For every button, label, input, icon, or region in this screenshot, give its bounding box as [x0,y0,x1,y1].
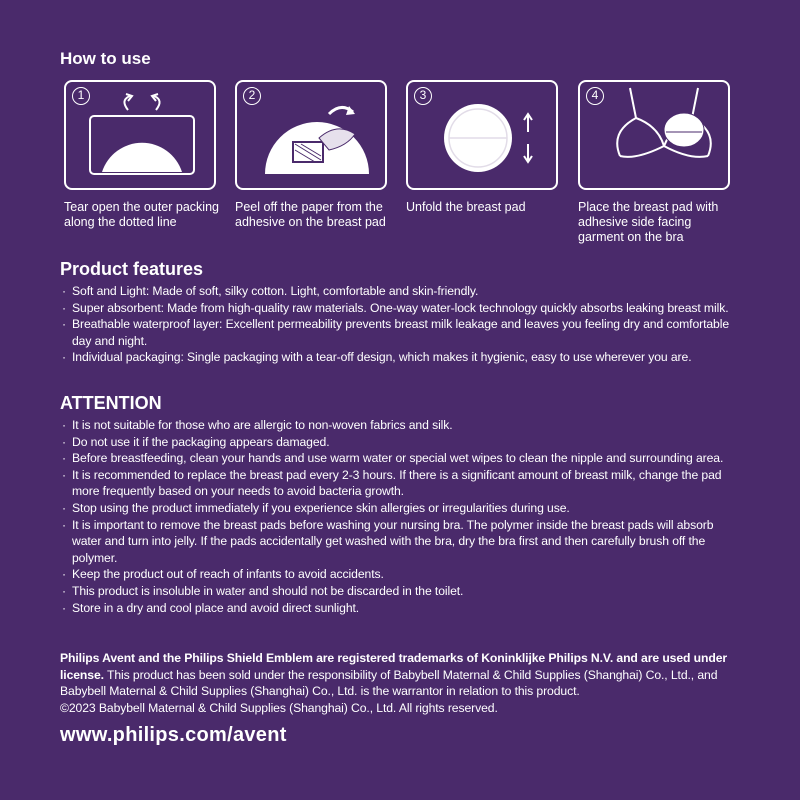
list-item: · Soft and Light: Made of soft, silky cotton. Light, comfortable and skin-friendly. [62,283,742,300]
how-to-use-title: How to use [60,49,151,68]
copyright: ©2023 Babybell Maternal & Child Supplies (Shanghai) Co., Ltd. All rights reserved. [60,700,498,715]
list-item: · Before breastfeeding, clean your hands and use warm water or special wet wipes to clean the nipple and surrounding area. [62,450,742,467]
list-item: · It is important to remove the breast pads before washing your nursing bra. The polymer inside the breast pads will absorb water and turn into jelly. If the pads accidentally get washed with the bra, dry the bra first and then carefully brush off the polymer. [62,517,742,567]
step-1-caption: Tear open the outer packing along the dotted line [64,200,219,229]
step-1-box [64,80,216,190]
peel-paper-icon [237,82,389,192]
step-2-caption: Peel off the paper from the adhesive on the breast pad [235,200,386,229]
step-3 [406,80,562,215]
steps-row [64,80,740,250]
step-number: 3 [414,87,432,105]
attention-title: ATTENTION [60,393,162,413]
step-3-box [406,80,558,190]
list-item: · It is recommended to replace the breast pad every 2-3 hours. If there is a significant amount of breast milk, change the pad more frequently based on your needs to avoid bacteria growth. [62,467,742,500]
product-features-title: Product features [60,259,204,279]
list-item: · Super absorbent: Made from high-quality raw materials. One-way water-lock technology quickly absorbs leaking breast milk. [62,300,742,317]
place-pad-bra-icon [580,82,732,192]
legal-notice [60,650,750,716]
responsibility-statement: This product has been sold under the responsibility of Babybell Maternal & Child Supplies (Shanghai) Co., Ltd., and Babybell Maternal & Child Supplies (Shanghai) Co., Ltd. is the warrantor in relation to this product. [60,667,718,699]
list-item: · Breathable waterproof layer: Excellent permeability prevents breast milk leakage and leaves you feeling dry and comfortable day and night. [62,316,742,349]
features-list [62,283,742,366]
step-number: 1 [72,87,90,105]
list-item: · Individual packaging: Single packaging with a tear-off design, which makes it hygienic, easy to use wherever you are. [62,349,742,366]
step-4 [578,80,734,245]
list-item: · It is not suitable for those who are allergic to non-woven fabrics and silk. [62,417,742,434]
step-4-caption: Place the breast pad with adhesive side facing garment on the bra [578,200,719,244]
website-url: www.philips.com/avent [60,724,287,746]
tear-package-icon [66,82,218,192]
list-item: · Keep the product out of reach of infants to avoid accidents. [62,566,742,583]
list-item: · This product is insoluble in water and should not be discarded in the toilet. [62,583,742,600]
step-2 [235,80,391,230]
list-item: · Stop using the product immediately if you experience skin allergies or irregularities during use. [62,500,742,517]
attention-list [62,417,742,616]
step-1 [64,80,220,230]
step-number: 4 [586,87,604,105]
legal-paragraph [60,650,750,700]
trademark-statement: Philips Avent and the Philips Shield Emblem are registered trademarks of Koninklijke Philips N.V. and are used under license. [60,651,728,682]
step-number: 2 [243,87,261,105]
list-item: · Do not use it if the packaging appears damaged. [62,434,742,451]
step-2-box [235,80,387,190]
unfold-pad-icon [408,82,560,192]
step-4-box [578,80,730,190]
step-3-caption: Unfold the breast pad [406,200,526,214]
list-item: · Store in a dry and cool place and avoid direct sunlight. [62,600,742,617]
